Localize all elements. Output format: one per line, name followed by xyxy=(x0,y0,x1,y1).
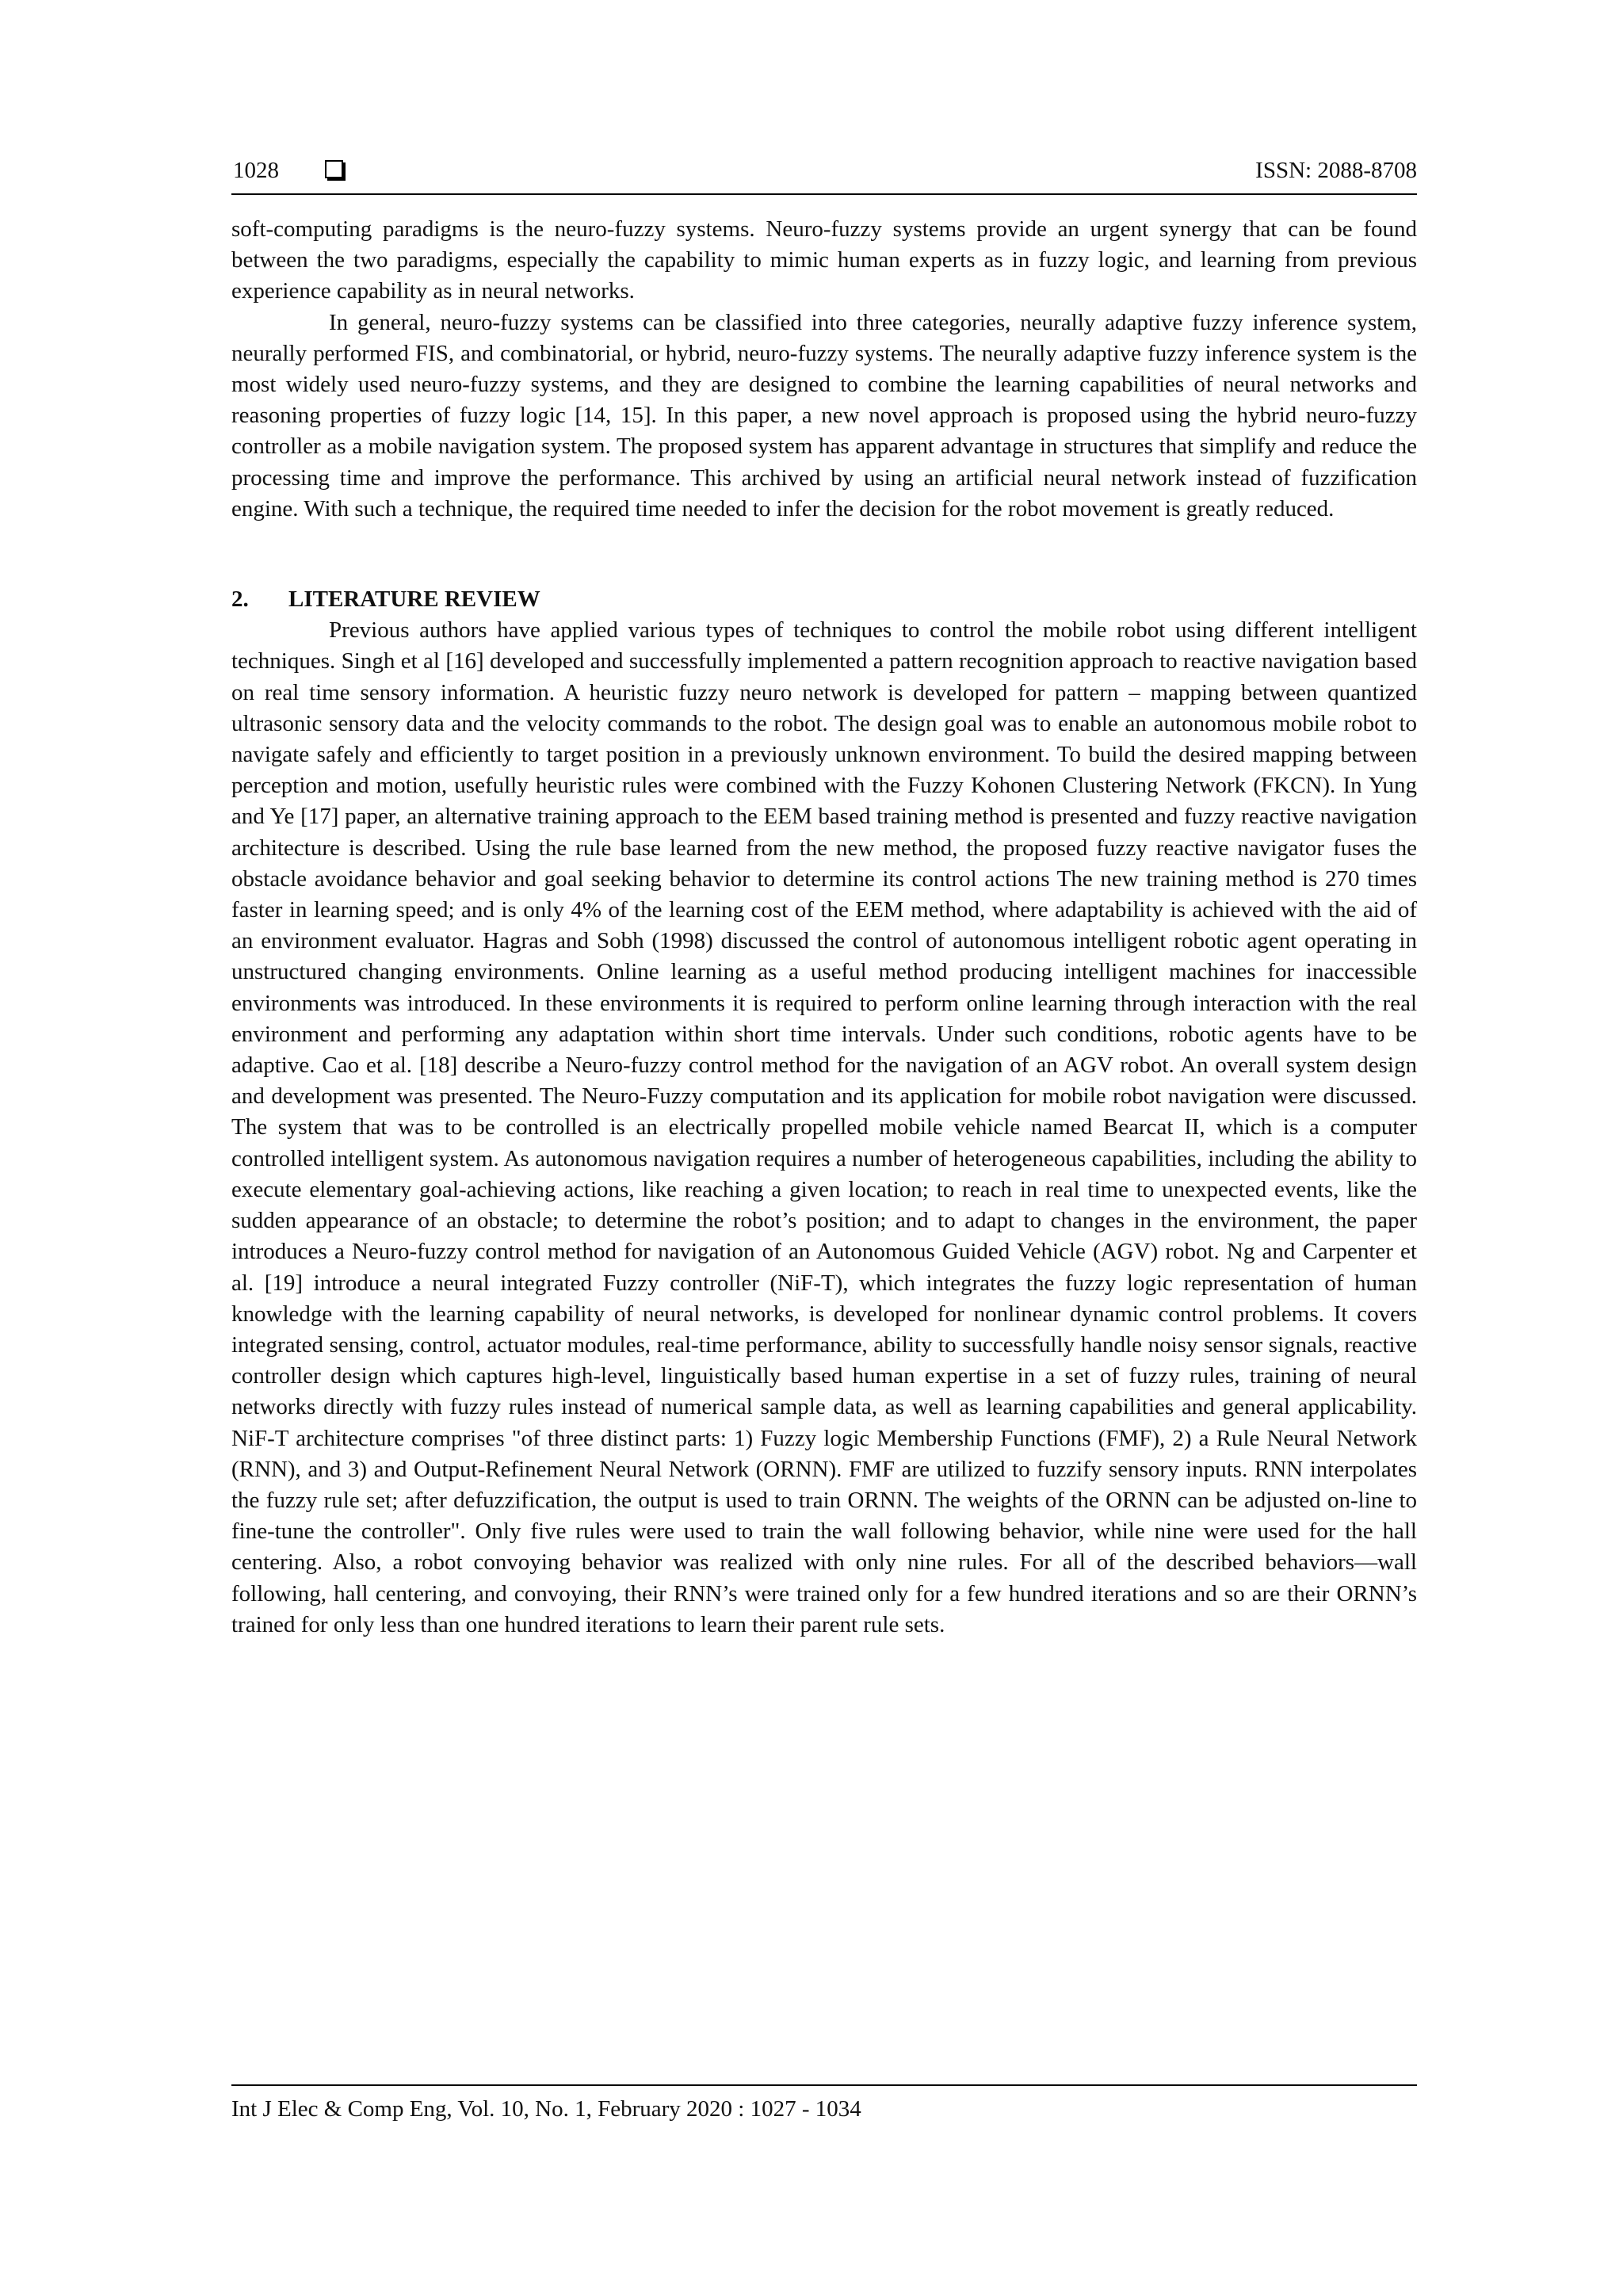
paragraph-literature-review: Previous authors have applied various types of techniques to control the mobile robot using different intelligent techniques. Singh et al [16] developed and successfully implemented a pattern recognition approach to reactive navigation based on real time sensory information. A heuristic fuzzy neuro network is developed for pattern – mapping between quantized ultrasonic sensory data and the velocity commands to the robot. The design goal was to enable an autonomous mobile robot to navigate safely and efficiently to target position in a previously unknown environment. To build the desired mapping between perception and motion, usefully heuristic rules were combined with the Fuzzy Kohonen Clustering Network (FKCN). In Yung and Ye [17] paper, an alternative training approach to the EEM based training method is presented and fuzzy reactive navigation architecture is described. Using the rule base learned from the new method, the proposed fuzzy reactive navigator fuses the obstacle avoidance behavior and goal seeking behavior to determine its control actions The new training method is 270 times faster in learning speed; and is only 4% of the learning cost of the EEM method, where adaptability is achieved with the aid of an environment evaluator. Hagras and Sobh (1998) discussed the control of autonomous intelligent robotic agent operating in unstructured changing environments. Online learning as a useful method producing intelligent machines for inaccessible environments was introduced. In these environments it is required to perform online learning through interaction with the real environment and performing any adaptation within short time intervals. Under such conditions, robotic agents have to be adaptive. Cao et al. [18] describe a Neuro-fuzzy control method for the navigation of an AGV robot. An overall system design and development was presented. The Neuro-Fuzzy computation and its application for mobile robot navigation were discussed. The system that was to be controlled is an electrically propelled mobile vehicle named Bearcat II, which is a computer controlled intelligent system. As autonomous navigation requires a number of heterogeneous capabilities, including the ability to execute elementary goal-achieving actions, like reaching a given location; to reach in real time to unexpected events, like the sudden appearance of an obstacle; to determine the robot’s position; and to adapt to changes in the environment, the paper introduces a Neuro-fuzzy control method for navigation of an Autonomous Guided Vehicle (AGV) robot. Ng and Carpenter et al. [19] introduce a neural integrated Fuzzy controller (NiF-T), which integrates the fuzzy logic representation of human knowledge with the learning capability of neural networks, is developed for nonlinear dynamic control problems. It covers integrated sensing, control, actuator modules, real-time performance, ability to successfully handle noisy sensor signals, reactive controller design which captures high-level, linguistically based human expertise in a set of fuzzy rules, training of neural networks directly with fuzzy rules instead of numerical sample data, as well as learning capabilities and general applicability. NiF-T architecture comprises "of three distinct parts: 1) Fuzzy logic Membership Functions (FMF), 2) a Rule Neural Network (RNN), and 3) and Output-Refinement Neural Network (ORNN). FMF are utilized to fuzzify sensory inputs. RNN interpolates the fuzzy rule set; after defuzzification, the output is used to train ORNN. The weights of the ORNN can be adjusted on-line to fine-tune the controller". Only five rules were used to train the wall following behavior, while nine were used for the hall centering. Also, a robot convoying behavior was realized with only nine rules. For all of the described behaviors—wall following, hall centering, and convoying, their RNN’s were trained only for a few hundred iterations and so are their ORNN’s trained for only less than one hundred iterations to learn their parent rule sets. xyxy=(231,617,1417,1637)
issn-label: ISSN: 2088-8708 xyxy=(1255,158,1417,183)
paragraph-neuro-fuzzy-categories: In general, neuro-fuzzy systems can be classified into three categories, neurally adaptive fuzzy inference system, neurally performed FIS, and combinatorial, or hybrid, neuro-fuzzy systems. The neurally adaptive fuzzy inference system is the most widely used neuro-fuzzy systems, and they are designed to combine the learning capabilities of neural networks and reasoning properties of fuzzy logic [14, 15]. In this paper, a new novel approach is proposed using the hybrid neuro-fuzzy controller as a mobile navigation system. The proposed system has apparent advantage in structures that simplify and reduce the processing time and improve the performance. This archived by using an artificial neural network instead of fuzzification engine. With such a technique, the required time needed to infer the decision for the robot movement is greatly reduced. xyxy=(231,309,1417,521)
journal-citation: Int J Elec & Comp Eng, Vol. 10, No. 1, February 2020 : 1027 - 1034 xyxy=(231,2096,861,2122)
paragraph-intro-continuation: soft-computing paradigms is the neuro-fuzzy systems. Neuro-fuzzy systems provide an urgent synergy that can be found between the two paradigms, especially the capability to mimic human experts as in fuzzy logic, and learning from previous experience capability as in neural networks. xyxy=(231,216,1417,304)
section-number: 2. xyxy=(231,586,249,613)
page-footer xyxy=(231,2084,1417,2122)
section-title: LITERATURE REVIEW xyxy=(288,586,540,613)
section-heading xyxy=(231,584,1417,615)
page-number: 1028 xyxy=(233,158,279,183)
article-body xyxy=(231,214,1417,1641)
checkbox-square-icon xyxy=(325,160,343,178)
page-header xyxy=(231,155,1417,195)
